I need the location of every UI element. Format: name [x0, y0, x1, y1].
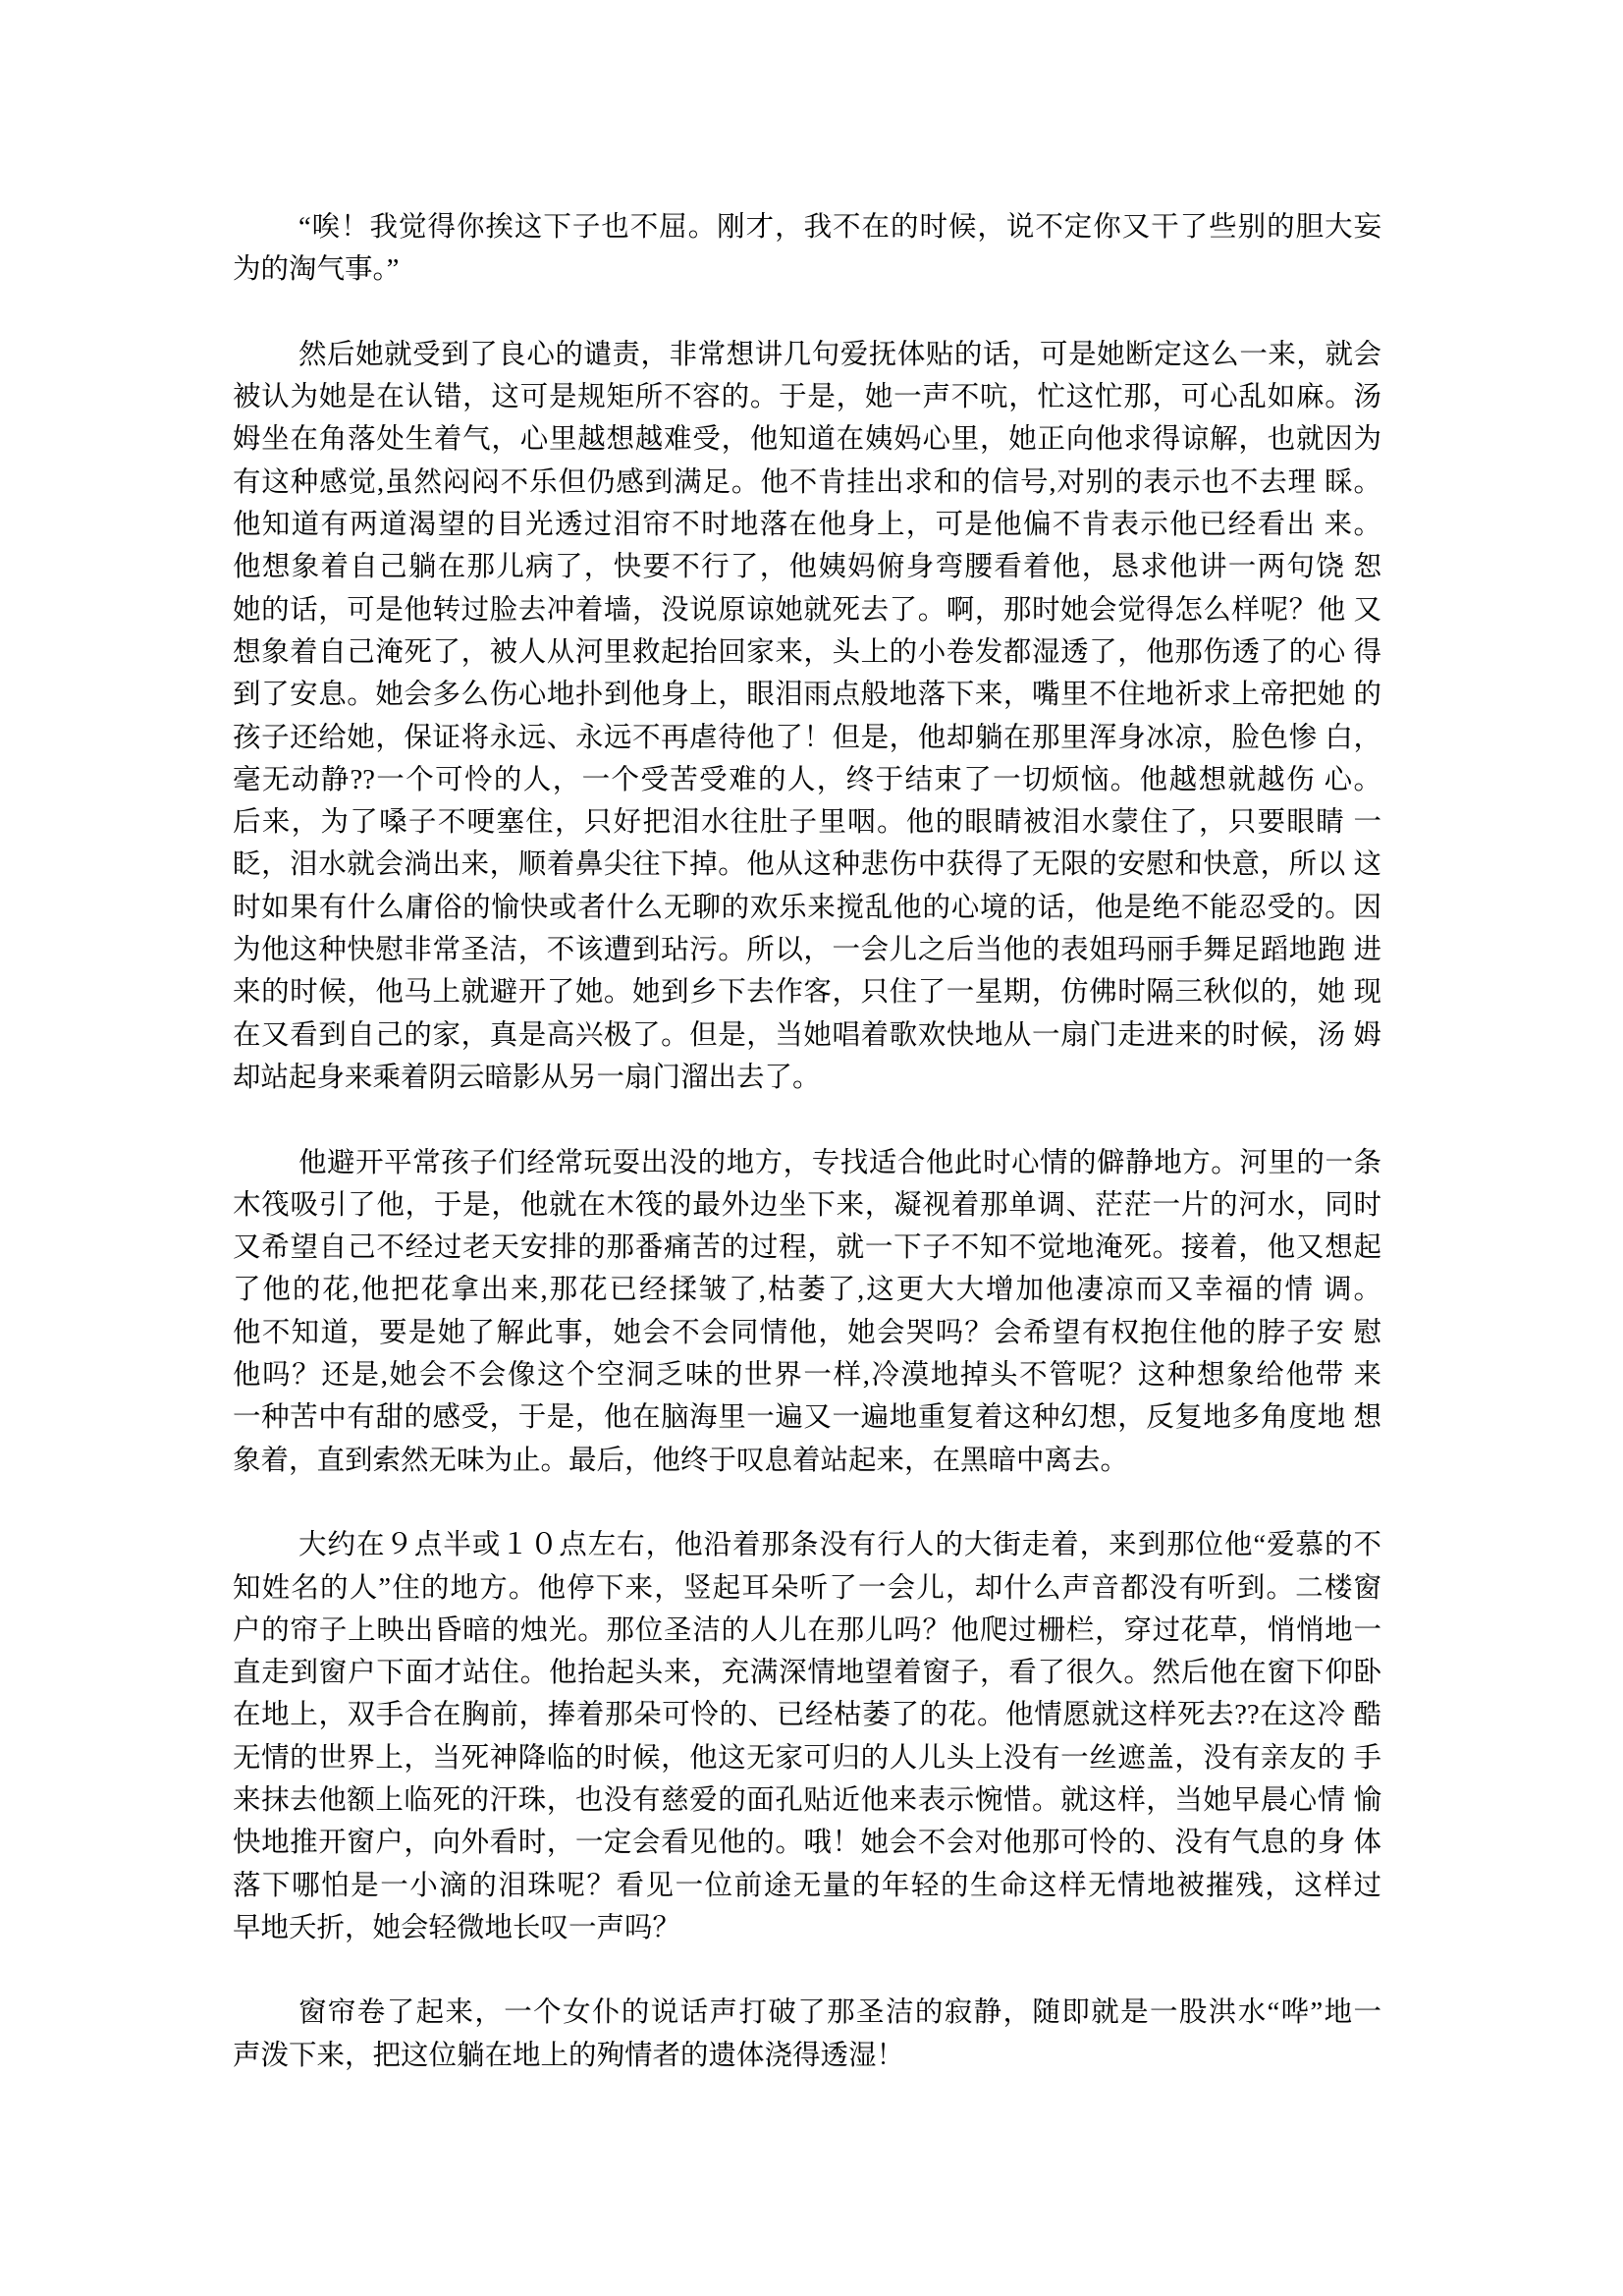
text-line: 有这种感觉,虽然闷闷不乐但仍感到满足。他不肯挂出求和的信号,对别的表示也不去理 睬。: [233, 466, 1381, 498]
text-line: 毫无动静??一个可怜的人，一个受苦受难的人，终于结束了一切烦恼。他越想就越伤 心。: [233, 764, 1381, 795]
text-line: 在又看到自己的家，真是高兴极了。但是，当她唱着歌欢快地从一扇门走进来的时候，汤 姆: [233, 1019, 1381, 1051]
text-line: 了他的花,他把花拿出来,那花已经揉皱了,枯萎了,这更大大增加他凄凉而又幸福的情 调。: [233, 1275, 1381, 1306]
text-line: 他不知道，要是她了解此事，她会不会同情他，她会哭吗？会希望有权抱住他的脖子安 慰: [233, 1317, 1381, 1348]
text-line: 象着，直到索然无味为止。最后，他终于叹息着站起来，在黑暗中离去。: [233, 1445, 1129, 1476]
text-line: 眨，泪水就会淌出来，顺着鼻尖往下掉。他从这种悲伤中获得了无限的安慰和快意，所以 这: [233, 849, 1381, 881]
text-line: 为他这种快慰非常圣洁，不该遭到玷污。所以，一会儿之后当他的表姐玛丽手舞足蹈地跑 进: [233, 935, 1381, 966]
text-line: 到了安息。她会多么伤心地扑到他身上，眼泪雨点般地落下来，嘴里不住地祈求上帝把她 的: [233, 680, 1381, 711]
text-line: 木筏吸引了他，于是，他就在木筏的最外边坐下来，凝视着那单调、茫茫一片的河水，同时: [233, 1189, 1381, 1221]
text-line: 一种苦中有甜的感受，于是，他在脑海里一遍又一遍地重复着这种幻想，反复地多角度地 想: [233, 1402, 1381, 1434]
text-line: 快地推开窗户，向外看时，一定会看见他的。哦！她会不会对他那可怜的、没有气息的身 体: [233, 1828, 1381, 1859]
text-line: 她的话，可是他转过脸去冲着墙，没说原谅她就死去了。啊，那时她会觉得怎么样呢？他 又: [233, 594, 1381, 626]
text-line: 他避开平常孩子们经常玩耍出没的地方，专找适合他此时心情的僻静地方。河里的一条: [298, 1147, 1381, 1178]
text-line: 窗帘卷了起来，一个女仆的说话声打破了那圣洁的寂静，随即就是一股洪水“哗”地一: [298, 1997, 1381, 2029]
paragraph: [233, 1524, 1381, 1949]
paragraph: [233, 206, 1381, 292]
text-line: 早地夭折，她会轻微地长叹一声吗？: [233, 1912, 681, 1943]
text-line: 落下哪怕是一小滴的泪珠呢？看见一位前途无量的年轻的生命这样无情地被摧残，这样过: [233, 1870, 1381, 1901]
text-line: “唉！我觉得你挨这下子也不屈。刚才，我不在的时候，说不定你又干了些别的胆大妄: [298, 212, 1381, 243]
text-line: 声泼下来，把这位躺在地上的殉情者的遗体浇得透湿！: [233, 2040, 905, 2071]
text-line: 被认为她是在认错，这可是规矩所不容的。于是，她一声不吭，忙这忙那，可心乱如麻。汤: [233, 382, 1381, 413]
text-line: 然后她就受到了良心的谴责，非常想讲几句爱抚体贴的话，可是她断定这么一来，就会: [298, 339, 1381, 370]
text-line: 直走到窗户下面才站住。他抬起头来，充满深情地望着窗子，看了很久。然后他在窗下仰卧: [233, 1658, 1381, 1689]
text-line: 却站起身来乘着阴云暗影从另一扇门溜出去了。: [233, 1062, 821, 1093]
text-line: 姆坐在角落处生着气，心里越想越难受，他知道在姨妈心里，她正向他求得谅解，也就因为: [233, 424, 1381, 456]
text-line: 他知道有两道渴望的目光透过泪帘不时地落在他身上，可是他偏不肯表示他已经看出 来。: [233, 510, 1381, 541]
text-line: 来抹去他额上临死的汗珠，也没有慈爱的面孔贴近他来表示惋惜。就这样，当她早晨心情 愉: [233, 1784, 1381, 1816]
paragraph: [233, 1142, 1381, 1482]
text-line: 在地上，双手合在胸前，捧着那朵可怜的、已经枯萎了的花。他情愿就这样死去??在这冷 酷: [233, 1700, 1381, 1731]
text-line: 无情的世界上，当死神降临的时候，他这无家可归的人儿头上没有一丝遮盖，没有亲友的 手: [233, 1742, 1381, 1774]
text-line: 后来，为了嗓子不哽塞住，只好把泪水往肚子里咽。他的眼睛被泪水蒙住了，只要眼睛 一: [233, 807, 1381, 839]
paragraph: [233, 1992, 1381, 2077]
paragraph: [233, 334, 1381, 1099]
text-line: 他吗？还是,她会不会像这个空洞乏味的世界一样,冷漠地掉头不管呢？这种想象给他带 来: [233, 1360, 1381, 1392]
text-line: 来的时候，他马上就避开了她。她到乡下去作客，只住了一星期，仿佛时隔三秋似的，她 现: [233, 977, 1381, 1009]
text-line: 大约在９点半或１０点左右，他沿着那条没有行人的大街走着，来到那位他“爱慕的不: [298, 1530, 1381, 1561]
text-line: 为的淘气事。”: [233, 254, 400, 286]
text-line: 又希望自己不经过老天安排的那番痛苦的过程，就一下子不知不觉地淹死。接着，他又想起: [233, 1232, 1381, 1264]
text-line: 想象着自己淹死了，被人从河里救起抬回家来，头上的小卷发都湿透了，他那伤透了的心 得: [233, 636, 1381, 668]
text-line: 知姓名的人”住的地方。他停下来，竖起耳朵听了一会儿，却什么声音都没有听到。二楼窗: [233, 1572, 1381, 1604]
text-line: 时如果有什么庸俗的愉快或者什么无聊的欢乐来搅乱他的心境的话，他是绝不能忍受的。因: [233, 892, 1381, 923]
document-text-block: [233, 206, 1381, 2119]
text-line: 孩子还给她，保证将永远、永远不再虐待他了！但是，他却躺在那里浑身冰凉，脸色惨 白，: [233, 722, 1381, 753]
text-line: 他想象着自己躺在那儿病了，快要不行了，他姨妈俯身弯腰看着他，恳求他讲一两句饶 恕: [233, 552, 1381, 583]
text-line: 户的帘子上映出昏暗的烛光。那位圣洁的人儿在那儿吗？他爬过栅栏，穿过花草，悄悄地一: [233, 1614, 1381, 1646]
